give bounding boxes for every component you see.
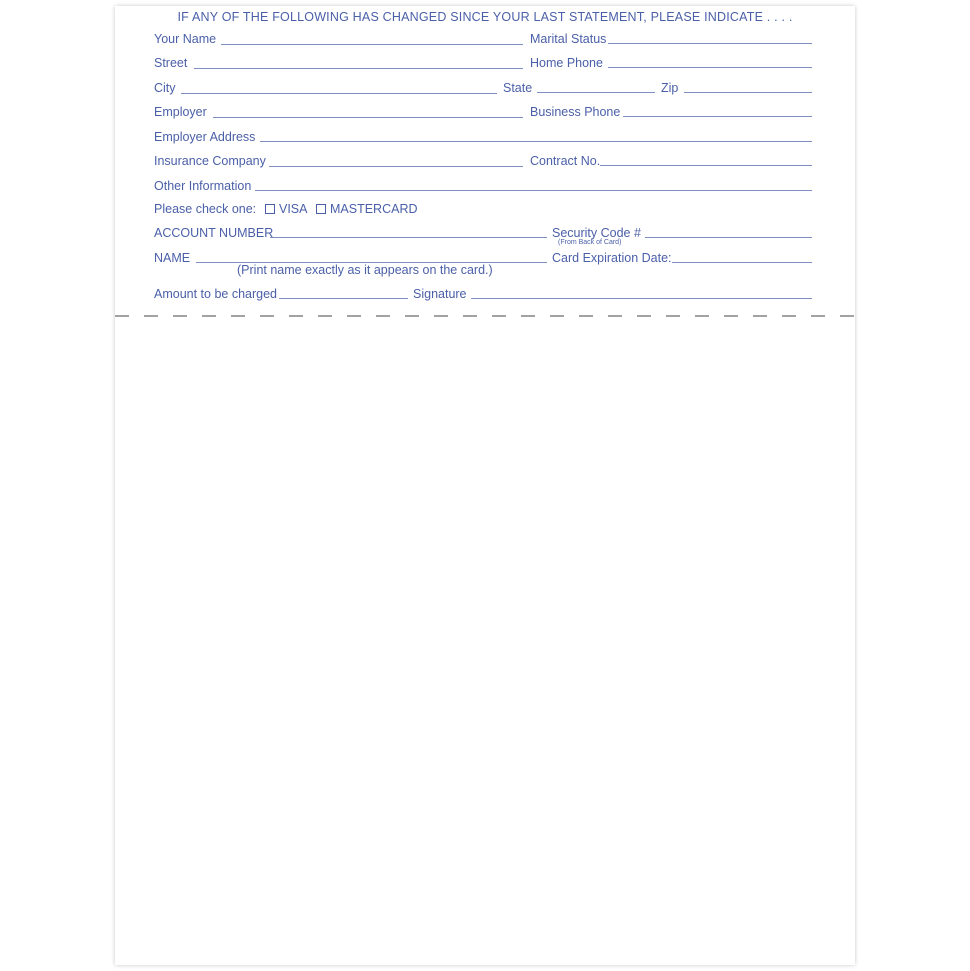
marital-status-label: Marital Status — [530, 32, 607, 46]
check-one-label: Please check one: — [154, 202, 257, 216]
other-information-field[interactable] — [255, 190, 812, 191]
security-code-note: (From Back of Card) — [558, 239, 622, 246]
account-number-label: ACCOUNT NUMBER — [154, 226, 274, 240]
amount-label: Amount to be charged — [154, 287, 277, 301]
insurance-company-label: Insurance Company — [154, 154, 266, 168]
your-name-label: Your Name — [154, 32, 217, 46]
visa-box-icon — [265, 204, 275, 214]
insurance-company-field[interactable] — [269, 166, 523, 167]
amount-field[interactable] — [279, 298, 408, 299]
name-note: (Print name exactly as it appears on the card.) — [237, 263, 493, 277]
home-phone-field[interactable] — [608, 67, 812, 68]
form-sheet — [115, 6, 855, 965]
mastercard-label: MASTERCARD — [330, 202, 418, 216]
business-phone-label: Business Phone — [530, 105, 621, 119]
name-label: NAME — [154, 251, 191, 265]
account-number-field[interactable] — [270, 237, 547, 238]
employer-label: Employer — [154, 105, 207, 119]
visa-label: VISA — [279, 202, 308, 216]
form-header: IF ANY OF THE FOLLOWING HAS CHANGED SINCE YOUR LAST STATEMENT, PLEASE INDICATE . . . . — [177, 10, 793, 24]
zip-label: Zip — [661, 81, 679, 95]
city-field[interactable] — [181, 93, 497, 94]
zip-field[interactable] — [684, 92, 812, 93]
other-information-label: Other Information — [154, 179, 252, 193]
city-label: City — [154, 81, 176, 95]
employer-address-label: Employer Address — [154, 130, 256, 144]
state-field[interactable] — [537, 92, 655, 93]
security-code-field[interactable] — [645, 237, 812, 238]
mastercard-box-icon — [316, 204, 326, 214]
business-phone-field[interactable] — [623, 116, 812, 117]
visa-checkbox[interactable] — [265, 202, 308, 217]
home-phone-label: Home Phone — [530, 56, 603, 70]
contract-no-label: Contract No. — [530, 154, 601, 168]
employer-address-field[interactable] — [260, 141, 812, 142]
security-code-label: Security Code # — [552, 226, 641, 240]
street-label: Street — [154, 56, 188, 70]
card-expiration-label: Card Expiration Date: — [552, 251, 672, 265]
street-field[interactable] — [194, 68, 523, 69]
state-label: State — [503, 81, 533, 95]
cut-line — [115, 312, 855, 320]
signature-label: Signature — [413, 287, 467, 301]
marital-status-field[interactable] — [608, 43, 812, 44]
signature-field[interactable] — [471, 298, 812, 299]
card-expiration-field[interactable] — [672, 262, 812, 263]
mastercard-checkbox[interactable] — [316, 202, 418, 217]
employer-field[interactable] — [213, 117, 523, 118]
your-name-field[interactable] — [221, 44, 523, 45]
contract-no-field[interactable] — [600, 165, 812, 166]
